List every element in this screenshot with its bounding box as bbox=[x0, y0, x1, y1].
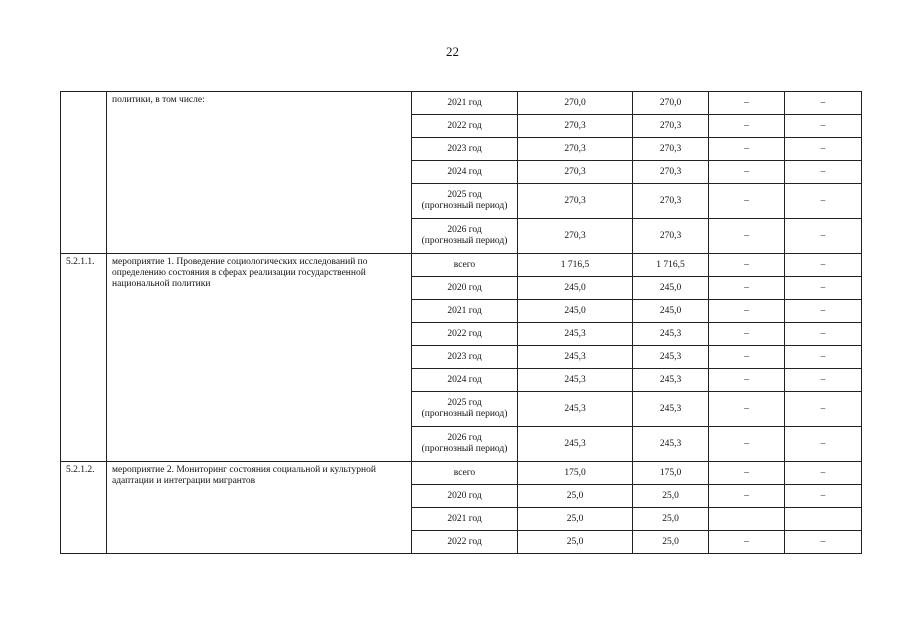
other-source-cell: – bbox=[709, 184, 785, 219]
year-cell: 2026 год (прогнозный период) bbox=[412, 427, 518, 462]
other-source-cell: – bbox=[709, 92, 785, 115]
total-amount-cell: 25,0 bbox=[518, 508, 633, 531]
total-amount-cell: 25,0 bbox=[518, 485, 633, 508]
year-cell: 2026 год (прогнозный период) bbox=[412, 219, 518, 254]
extra-budget-cell: – bbox=[785, 427, 862, 462]
extra-budget-cell: – bbox=[785, 300, 862, 323]
federal-amount-cell: 270,3 bbox=[633, 219, 709, 254]
total-amount-cell: 270,0 bbox=[518, 92, 633, 115]
year-cell: 2023 год bbox=[412, 346, 518, 369]
extra-budget-cell: – bbox=[785, 369, 862, 392]
item-number-cell: 5.2.1.1. bbox=[61, 254, 107, 462]
year-cell: 2020 год bbox=[412, 277, 518, 300]
table-row bbox=[61, 462, 862, 485]
federal-amount-cell: 245,3 bbox=[633, 392, 709, 427]
other-source-cell: – bbox=[709, 369, 785, 392]
extra-budget-cell: – bbox=[785, 323, 862, 346]
total-amount-cell: 245,0 bbox=[518, 300, 633, 323]
federal-amount-cell: 245,3 bbox=[633, 427, 709, 462]
other-source-cell: – bbox=[709, 323, 785, 346]
total-amount-cell: 245,3 bbox=[518, 427, 633, 462]
total-amount-cell: 270,3 bbox=[518, 219, 633, 254]
other-source-cell: – bbox=[709, 161, 785, 184]
federal-amount-cell: 25,0 bbox=[633, 508, 709, 531]
extra-budget-cell: – bbox=[785, 92, 862, 115]
other-source-cell: – bbox=[709, 427, 785, 462]
other-source-cell: – bbox=[709, 254, 785, 277]
total-amount-cell: 245,3 bbox=[518, 346, 633, 369]
total-amount-cell: 270,3 bbox=[518, 161, 633, 184]
extra-budget-cell: – bbox=[785, 138, 862, 161]
item-number-cell: 5.2.1.2. bbox=[61, 462, 107, 554]
year-cell: 2023 год bbox=[412, 138, 518, 161]
total-amount-cell: 175,0 bbox=[518, 462, 633, 485]
year-cell: 2025 год (прогнозный период) bbox=[412, 392, 518, 427]
year-cell: 2021 год bbox=[412, 508, 518, 531]
item-description-cell: политики, в том числе: bbox=[107, 92, 412, 254]
year-cell: 2024 год bbox=[412, 369, 518, 392]
other-source-cell: – bbox=[709, 277, 785, 300]
extra-budget-cell bbox=[785, 508, 862, 531]
year-cell: 2024 год bbox=[412, 161, 518, 184]
total-amount-cell: 25,0 bbox=[518, 531, 633, 554]
budget-table bbox=[60, 91, 862, 554]
page-number: 22 bbox=[446, 44, 459, 59]
other-source-cell: – bbox=[709, 346, 785, 369]
extra-budget-cell: – bbox=[785, 161, 862, 184]
federal-amount-cell: 270,0 bbox=[633, 92, 709, 115]
federal-amount-cell: 1 716,5 bbox=[633, 254, 709, 277]
total-amount-cell: 245,3 bbox=[518, 369, 633, 392]
table-row bbox=[61, 92, 862, 115]
extra-budget-cell: – bbox=[785, 346, 862, 369]
federal-amount-cell: 245,3 bbox=[633, 346, 709, 369]
extra-budget-cell: – bbox=[785, 392, 862, 427]
year-cell: 2021 год bbox=[412, 300, 518, 323]
other-source-cell: – bbox=[709, 531, 785, 554]
year-cell: 2021 год bbox=[412, 92, 518, 115]
federal-amount-cell: 270,3 bbox=[633, 184, 709, 219]
federal-amount-cell: 245,3 bbox=[633, 323, 709, 346]
other-source-cell: – bbox=[709, 485, 785, 508]
year-cell: 2025 год (прогнозный период) bbox=[412, 184, 518, 219]
extra-budget-cell: – bbox=[785, 277, 862, 300]
other-source-cell: – bbox=[709, 300, 785, 323]
year-cell: всего bbox=[412, 462, 518, 485]
federal-amount-cell: 245,3 bbox=[633, 369, 709, 392]
total-amount-cell: 245,3 bbox=[518, 323, 633, 346]
federal-amount-cell: 270,3 bbox=[633, 161, 709, 184]
other-source-cell: – bbox=[709, 138, 785, 161]
extra-budget-cell: – bbox=[785, 485, 862, 508]
total-amount-cell: 245,3 bbox=[518, 392, 633, 427]
year-cell: 2022 год bbox=[412, 115, 518, 138]
total-amount-cell: 270,3 bbox=[518, 184, 633, 219]
item-description-cell: мероприятие 1. Проведение социологических исследований по определению состояния в сферах реализации государственной национальной политики bbox=[107, 254, 412, 462]
federal-amount-cell: 175,0 bbox=[633, 462, 709, 485]
total-amount-cell: 270,3 bbox=[518, 115, 633, 138]
extra-budget-cell: – bbox=[785, 531, 862, 554]
federal-amount-cell: 270,3 bbox=[633, 115, 709, 138]
federal-amount-cell: 270,3 bbox=[633, 138, 709, 161]
year-cell: всего bbox=[412, 254, 518, 277]
extra-budget-cell: – bbox=[785, 254, 862, 277]
other-source-cell: – bbox=[709, 219, 785, 254]
year-cell: 2022 год bbox=[412, 323, 518, 346]
total-amount-cell: 1 716,5 bbox=[518, 254, 633, 277]
other-source-cell: – bbox=[709, 462, 785, 485]
table-row bbox=[61, 254, 862, 277]
extra-budget-cell: – bbox=[785, 219, 862, 254]
year-cell: 2022 год bbox=[412, 531, 518, 554]
extra-budget-cell: – bbox=[785, 115, 862, 138]
federal-amount-cell: 245,0 bbox=[633, 300, 709, 323]
federal-amount-cell: 25,0 bbox=[633, 531, 709, 554]
extra-budget-cell: – bbox=[785, 462, 862, 485]
federal-amount-cell: 25,0 bbox=[633, 485, 709, 508]
total-amount-cell: 245,0 bbox=[518, 277, 633, 300]
extra-budget-cell: – bbox=[785, 184, 862, 219]
year-cell: 2020 год bbox=[412, 485, 518, 508]
other-source-cell bbox=[709, 508, 785, 531]
item-number-cell bbox=[61, 92, 107, 254]
federal-amount-cell: 245,0 bbox=[633, 277, 709, 300]
item-description-cell: мероприятие 2. Мониторинг состояния социальной и культурной адаптации и интеграции мигрантов bbox=[107, 462, 412, 554]
other-source-cell: – bbox=[709, 115, 785, 138]
other-source-cell: – bbox=[709, 392, 785, 427]
total-amount-cell: 270,3 bbox=[518, 138, 633, 161]
